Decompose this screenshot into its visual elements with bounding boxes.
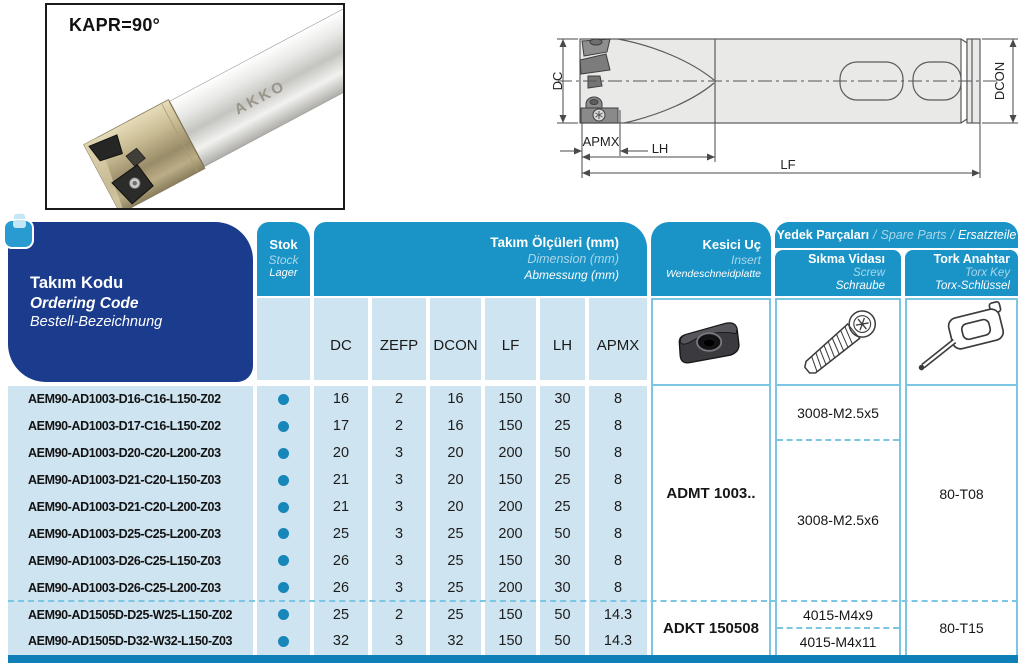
insert-group-cell: ADKT 150508 [663, 619, 759, 637]
dim-value-cell: 150 [498, 472, 523, 489]
dim-value-cell: 150 [498, 606, 523, 623]
torx-key-image-cell [905, 298, 1018, 386]
torx-group-cell: 80-T08 [939, 485, 984, 502]
dim-value-cell: 8 [613, 552, 623, 569]
spare-header-sep: / [950, 228, 955, 242]
dim-value-cell: 26 [332, 579, 350, 596]
ordering-code-header [8, 222, 253, 382]
dim-value-cell: 200 [498, 579, 523, 596]
stock-cell [257, 494, 310, 521]
screw-header [775, 250, 901, 296]
dim-value-cell: 25 [447, 525, 464, 542]
screw-header-tr: Sıkma Vidası [808, 252, 885, 267]
lf-column [485, 386, 536, 655]
technical-drawing [548, 12, 1024, 182]
dim-value-cell: 150 [498, 391, 523, 408]
dim-value-cell: 8 [613, 525, 623, 542]
ordering-code-column [8, 386, 253, 655]
ordering-code-cell: AEM90-AD1003-D21-C20-L150-Z03 [28, 473, 221, 488]
torx-key-image [909, 301, 1014, 383]
dim-value-cell: 26 [332, 552, 350, 569]
screw-header-de: Schraube [835, 280, 885, 293]
screw-group-cell: 3008-M2.5x6 [797, 512, 879, 529]
group-separator-main [8, 600, 1018, 602]
screw-image-cell [775, 298, 901, 386]
column-label-apmx: APMX [589, 298, 647, 380]
stock-dot [278, 636, 289, 647]
stock-header-de: Lager [269, 267, 298, 280]
insert-image-cell [651, 298, 771, 386]
dim-value-cell: 25 [332, 606, 350, 623]
group-separator-screw-1 [777, 439, 899, 441]
screw-group-cell: 3008-M2.5x5 [797, 404, 879, 421]
screw-image [779, 301, 897, 383]
insert-image [655, 301, 767, 383]
stock-dot [278, 421, 289, 432]
dim-value-cell: 3 [394, 633, 404, 650]
torx-key-header [905, 250, 1018, 296]
dim-value-cell: 2 [394, 418, 404, 435]
insert-header [651, 222, 771, 296]
torx-header-tr: Tork Anahtar [933, 252, 1010, 267]
spare-header-de: Ersatzteile [958, 228, 1017, 242]
spare-parts-header [775, 222, 1018, 248]
stock-cell [257, 386, 310, 413]
dim-value-cell: 3 [394, 499, 404, 515]
ordering-code-cell: AEM90-AD1505D-D25-W25-L150-Z02 [28, 607, 233, 622]
dim-value-cell: 21 [332, 472, 350, 489]
stock-cell [257, 601, 310, 628]
dim-value-cell: 3 [394, 525, 404, 542]
ordering-header-en: Ordering Code [30, 294, 139, 312]
dim-value-cell: 16 [332, 391, 350, 408]
dim-value-cell: 25 [554, 418, 571, 435]
ordering-code-cell: AEM90-AD1003-D17-C16-L150-Z02 [28, 419, 221, 434]
dim-value-cell: 25 [447, 606, 464, 623]
group-separator-screw-2 [777, 627, 899, 629]
stock-cell [257, 574, 310, 601]
stock-dot [278, 582, 289, 593]
dim-label-lf: LF [780, 157, 796, 172]
dim-value-cell: 30 [554, 579, 571, 596]
dim-value-cell: 200 [498, 499, 523, 515]
ordering-code-cell: AEM90-AD1003-D25-C25-L200-Z03 [28, 526, 221, 541]
dim-value-cell: 25 [554, 499, 571, 515]
dim-value-cell: 17 [332, 418, 350, 435]
tool-logo-text: AKKO [231, 77, 290, 119]
dim-value-cell: 8 [613, 391, 623, 408]
stock-cell [257, 520, 310, 547]
dim-value-cell: 2 [394, 391, 404, 408]
dim-value-cell: 8 [613, 445, 623, 462]
spare-header-en: Spare Parts [880, 228, 947, 242]
dim-value-cell: 21 [332, 499, 350, 515]
dim-label-dcon: DCON [992, 61, 1007, 101]
dim-value-cell: 32 [332, 633, 350, 650]
dim-value-cell: 8 [613, 472, 623, 489]
ordering-header-tr: Takım Kodu [30, 273, 124, 292]
kapr-label: KAPR=90° [69, 15, 161, 35]
stock-dot [278, 528, 289, 539]
stock-cell [257, 628, 310, 655]
stock-column [257, 386, 310, 655]
lh-column [540, 386, 585, 655]
apmx-column [589, 386, 647, 655]
dcon-column [430, 386, 481, 655]
dim-value-cell: 20 [447, 472, 464, 489]
stock-header [257, 222, 310, 296]
stock-cell [257, 547, 310, 574]
dim-value-cell: 3 [394, 472, 404, 489]
screw-group-cell: 4015-M4x9 [802, 606, 874, 623]
column-label-dc: DC [314, 298, 368, 380]
torx-group-cell: 80-T15 [939, 620, 984, 637]
dim-value-cell: 20 [447, 445, 464, 462]
dim-value-cell: 200 [498, 525, 523, 542]
dim-label-dc: DC [550, 71, 565, 91]
stock-dot [278, 555, 289, 566]
dims-header-en: Dimension (mm) [527, 252, 619, 267]
insert-header-en: Insert [730, 253, 761, 268]
column-label-dcon: DCON [430, 298, 481, 380]
stock-dot [278, 448, 289, 459]
dim-value-cell: 30 [554, 552, 571, 569]
ordering-code-cell: AEM90-AD1003-D21-C20-L200-Z03 [28, 500, 221, 514]
spare-header-sep: / [873, 228, 877, 242]
dim-value-cell: 2 [394, 606, 404, 623]
insert-column [651, 386, 771, 655]
dim-value-cell: 14.3 [603, 633, 633, 650]
dim-value-cell: 8 [613, 499, 623, 515]
ordering-header-de: Bestell-Bezeichnung [30, 313, 163, 330]
dim-value-cell: 14.3 [603, 606, 633, 623]
ordering-code-cell: AEM90-AD1505D-D32-W32-L150-Z03 [28, 634, 233, 649]
screw-column [775, 386, 901, 655]
zefp-column [372, 386, 426, 655]
stock-dot [278, 394, 289, 405]
dim-value-cell: 3 [394, 579, 404, 596]
insert-group-cell: ADMT 1003.. [666, 485, 756, 503]
dim-value-cell: 8 [613, 418, 623, 435]
dim-value-cell: 50 [554, 445, 571, 462]
ordering-code-cell: AEM90-AD1003-D20-C20-L200-Z03 [28, 446, 221, 461]
screw-group-cell: 4015-M4x11 [799, 633, 877, 650]
dim-value-cell: 25 [332, 525, 350, 542]
dim-value-cell: 150 [498, 552, 523, 569]
ordering-code-cell: AEM90-AD1003-D26-C25-L200-Z03 [28, 580, 221, 595]
stock-dot [278, 609, 289, 620]
dc-column [314, 386, 368, 655]
stock-dot [278, 502, 289, 513]
torx-header-en: Torx Key [965, 266, 1010, 279]
dim-value-cell: 200 [498, 445, 523, 462]
dim-value-cell: 50 [554, 606, 571, 623]
insert-header-tr: Kesici Uç [702, 236, 761, 252]
dim-value-cell: 3 [394, 552, 404, 569]
stock-cell [257, 467, 310, 494]
dim-value-cell: 25 [447, 579, 464, 596]
section-bookmark-icon [2, 212, 36, 250]
dim-value-cell: 8 [613, 579, 623, 596]
stock-label-cell [257, 298, 310, 380]
dim-value-cell: 32 [447, 633, 464, 650]
dim-value-cell: 25 [554, 472, 571, 489]
product-photo-panel [45, 3, 345, 210]
insert-header-de: Wendeschneidplatte [666, 268, 761, 281]
dimensions-header [314, 222, 647, 296]
stock-header-en: Stock [268, 253, 299, 267]
spare-header-tr: Yedek Parçaları [776, 228, 870, 242]
dim-value-cell: 50 [554, 525, 571, 542]
dim-label-apmx: APMX [582, 134, 620, 149]
dim-value-cell: 30 [554, 391, 571, 408]
ordering-code-cell: AEM90-AD1003-D16-C16-L150-Z02 [28, 392, 221, 407]
dims-header-de: Abmessung (mm) [524, 267, 619, 282]
dim-value-cell: 3 [394, 445, 404, 462]
dim-value-cell: 16 [447, 391, 464, 408]
torx-header-de: Torx-Schlüssel [935, 280, 1010, 293]
screw-header-en: Screw [853, 266, 885, 279]
dim-value-cell: 20 [332, 445, 350, 462]
dims-header-tr: Takım Ölçüleri (mm) [490, 235, 619, 251]
dim-value-cell: 25 [447, 552, 464, 569]
dim-label-lh: LH [651, 141, 669, 156]
dim-value-cell: 50 [554, 633, 571, 650]
torx-column [905, 386, 1018, 655]
dim-value-cell: 20 [447, 499, 464, 515]
stock-header-tr: Stok [269, 237, 298, 253]
column-label-lf: LF [485, 298, 536, 380]
column-label-lh: LH [540, 298, 585, 380]
dim-value-cell: 150 [498, 633, 523, 650]
table-bottom-bar [8, 655, 1018, 663]
stock-dot [278, 475, 289, 486]
stock-cell [257, 440, 310, 467]
column-label-zefp: ZEFP [372, 298, 426, 380]
dim-value-cell: 16 [447, 418, 464, 435]
ordering-code-cell: AEM90-AD1003-D26-C25-L150-Z03 [28, 553, 221, 568]
stock-cell [257, 413, 310, 440]
dim-value-cell: 150 [498, 418, 523, 435]
